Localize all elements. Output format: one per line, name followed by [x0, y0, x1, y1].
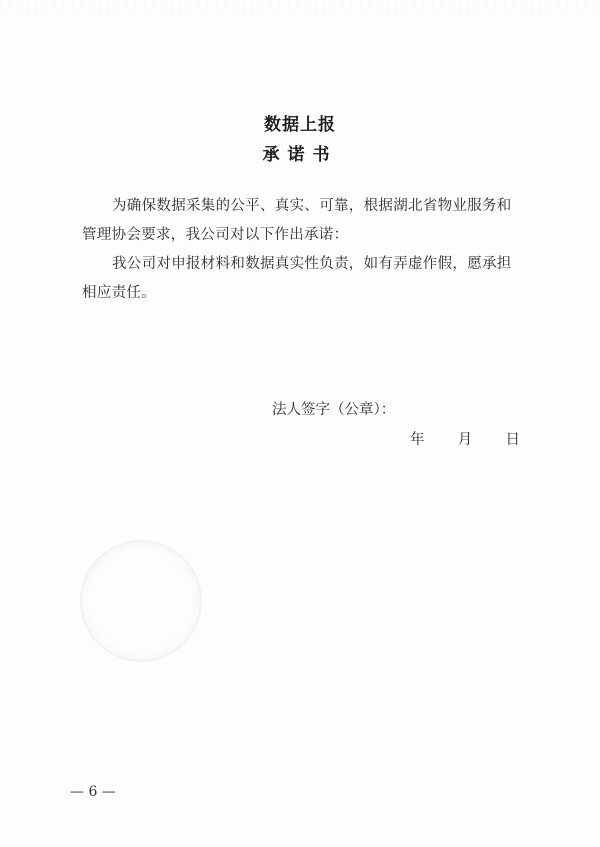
scan-edge-noise [0, 0, 600, 14]
signature-label: 法人签字（公章）： [272, 402, 396, 418]
document-title: 数据上报 [264, 115, 336, 135]
month-label: 月 [457, 432, 473, 448]
year-label: 年 [410, 432, 425, 448]
page-number: — 6 — [70, 784, 116, 800]
commitment-body-paragraph: 我公司对申报材料和数据真实性负责，如有弄虚作假，愿承担相应责任。 [82, 256, 512, 301]
document-subtitle: 承诺书 [262, 145, 338, 165]
faint-seal-impression [80, 540, 202, 662]
day-label: 日 [505, 432, 520, 448]
date-line [410, 428, 520, 449]
commitment-intro-paragraph: 为确保数据采集的公平、真实、可靠，根据湖北省物业服务和管理协会要求，我公司对以下作出承诺： [82, 198, 512, 243]
